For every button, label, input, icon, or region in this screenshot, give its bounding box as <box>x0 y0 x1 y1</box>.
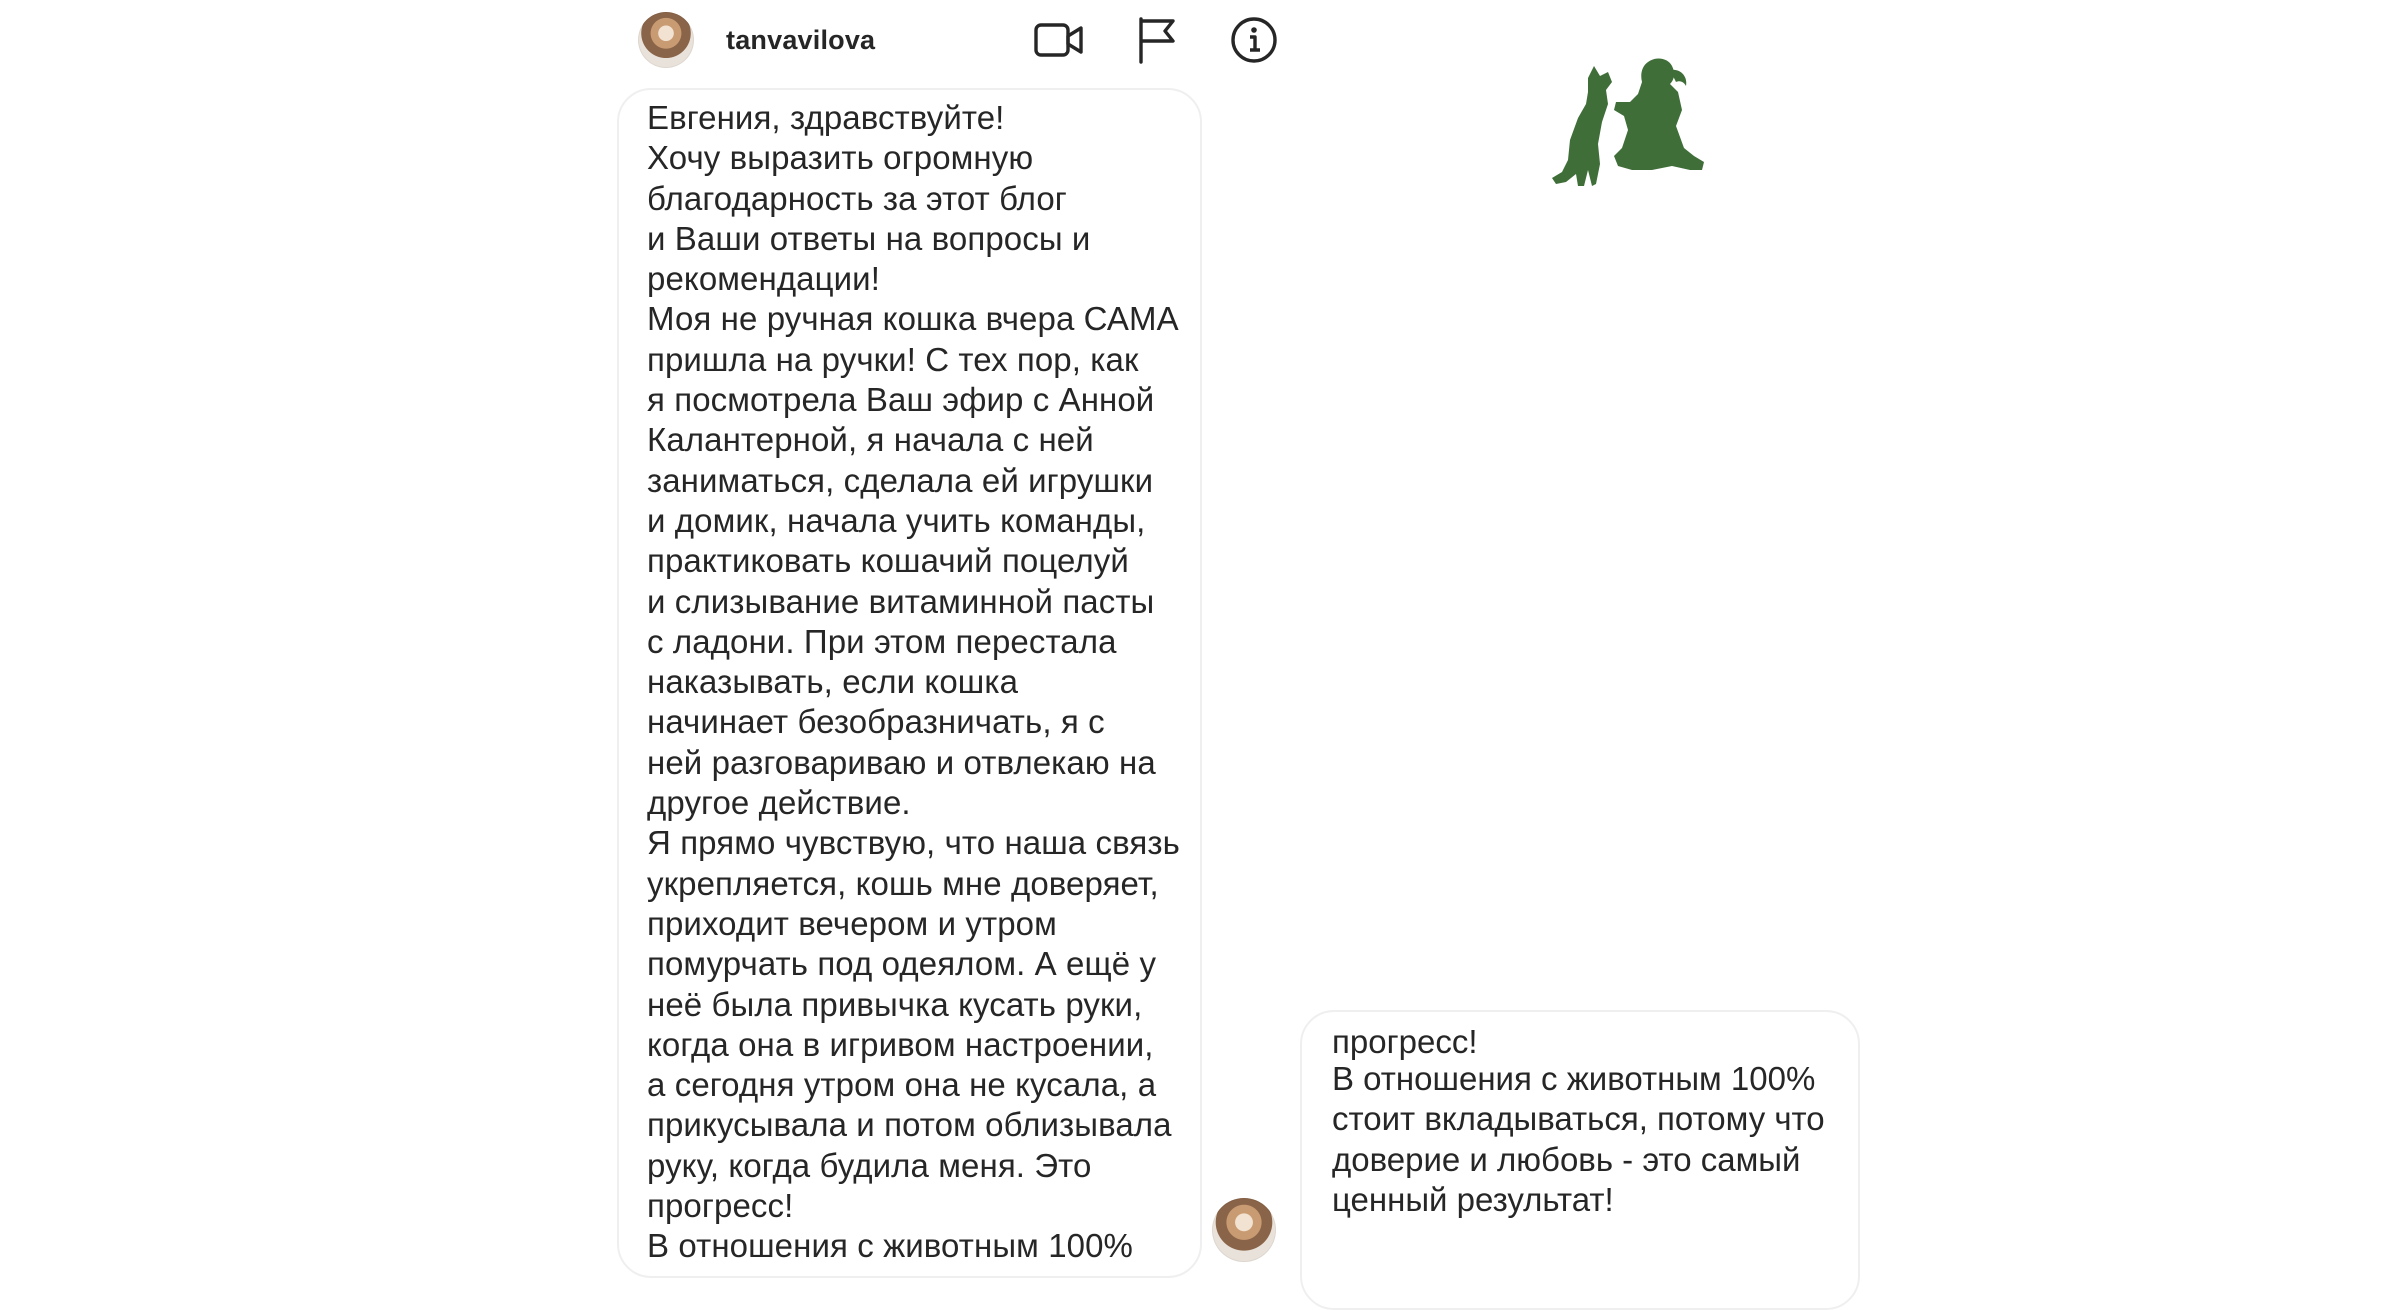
avatar[interactable] <box>1212 1198 1276 1262</box>
message-bubble-right-viewport <box>1300 1023 1920 1265</box>
message-text: В отношения с животным 100% стоит вкладываться, потому что доверие и любовь - это самый ценный результат! <box>1332 1060 1825 1218</box>
message-text: Евгения, здравствуйте! Хочу выразить огромную благодарность за этот блог и Ваши ответы на вопросы и рекомендации! Моя не ручная кошка вчера САМА пришла на ручки! С тех пор, как я посмотрела Ваш эфир с Анной Калантерной, я начала с ней заниматься, сделала ей игрушки и домик, начала учить команды, практиковать кошачий поцелуй и слизывание витаминной пасты с ладони. При этом перестала наказывать, если кошка начинает безобразничать, я с ней разговариваю и отвлекаю на другое действие. Я прямо чувствую, что наша связь укрепляется, кошь мне доверяет, приходит вечером и утром помурчать под одеялом. А ещё у неё была привычка кусать руки, когда она в игривом настроении, а сегодня утром она не кусала, а прикусывала и потом облизывала руку, когда будила меня. Это прогресс! В отношения с животным 100% <box>647 99 1180 1265</box>
message-text-clipped: прогресс! <box>1332 1023 1478 1060</box>
username[interactable]: tanvavilova <box>726 25 876 55</box>
info-icon[interactable] <box>1228 14 1280 66</box>
chat-header <box>628 8 1308 72</box>
message-bubble-right <box>1300 1010 1860 1310</box>
video-camera-icon[interactable] <box>1033 14 1085 66</box>
avatar[interactable] <box>638 12 694 68</box>
message-bubble-left <box>617 88 1202 1278</box>
logo <box>1548 52 1708 202</box>
flag-icon[interactable] <box>1131 14 1183 66</box>
